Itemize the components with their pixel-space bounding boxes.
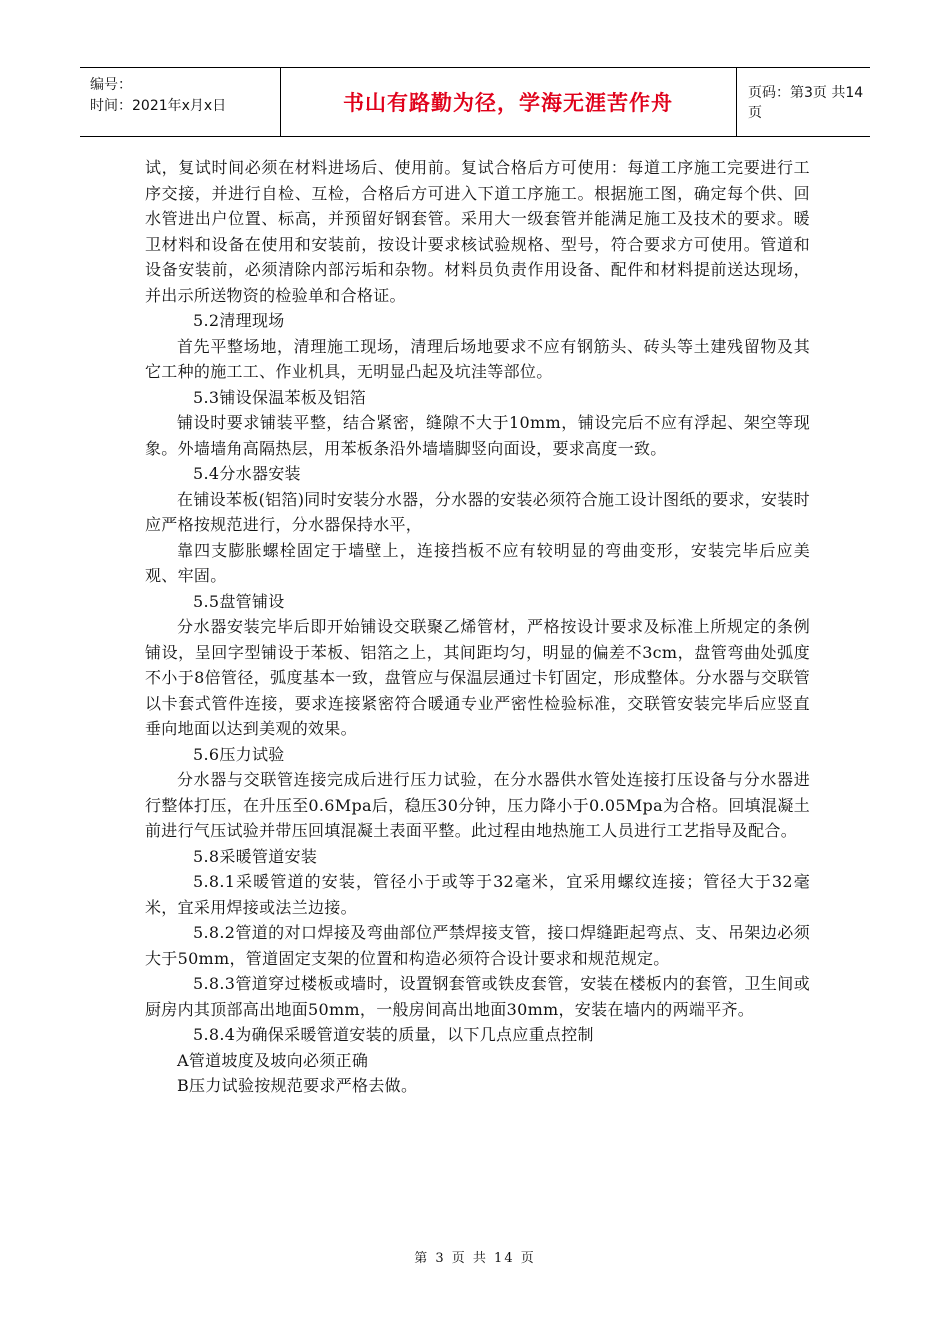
section-paragraph: 5.6压力试验 bbox=[193, 744, 285, 764]
section-paragraph: 5.2清理现场 bbox=[193, 311, 285, 330]
number-label: 编号： bbox=[90, 77, 132, 93]
section-paragraph: 5.8.2管道的对口焊接及弯曲部位严禁焊接支管，接口焊缝距起弯点、支、吊架边必须大于50mm，管道固定支架的位置和构造必须符合设计要求和规范规定。 bbox=[145, 923, 810, 968]
time-label: 时间：2021年x月x日 bbox=[90, 98, 227, 114]
document-header bbox=[80, 67, 870, 137]
body-paragraph: 铺设时要求铺装平整，结合紧密，缝隙不大于10mm，铺设完后不应有浮起、架空等现象。外墙墙角高隔热层，用苯板条沿外墙墙脚竖向面设，要求高度一致。 bbox=[145, 413, 810, 458]
body-paragraph: 分水器与交联管连接完成后进行压力试验，在分水器供水管处连接打压设备与分水器进行整体打压，在升压至0.6Mpa后，稳压30分钟，压力降小于0.05Mpa为合格。回填混凝土前进行气压试验并带压回填混凝土表面平整。此过程由地热施工人员进行工艺指导及配合。 bbox=[145, 770, 810, 840]
body-paragraph: 在铺设苯板(铝箔)同时安装分水器，分水器的安装必须符合施工设计图纸的要求，安装时应严格按规范进行，分水器保持水平， bbox=[145, 489, 810, 534]
body-paragraph: A管道坡度及坡向必须正确 bbox=[177, 1050, 369, 1070]
document-body bbox=[145, 155, 810, 1099]
body-paragraph: B压力试验按规范要求严格去做。 bbox=[177, 1076, 418, 1095]
section-paragraph: 5.8.4为确保采暖管道安装的质量，以下几点应重点控制 bbox=[193, 1025, 594, 1044]
header-motto: 书山有路勤为径，学海无涯苦作舟 bbox=[280, 68, 737, 136]
body-paragraph: 分水器安装完毕后即开始铺设交联聚乙烯管材，严格按设计要求及标准上所规定的条例铺设，呈回字型铺设于苯板、铝箔之上，其间距均匀，明显的偏差不3cm，盘管弯曲处弧度不小于8倍管径，弧度基本一致，盘管应与保温层通过卡钉固定，形成整体。分水器与交联管以卡套式管件连接，要求连接紧密符合暖通专业严密性检验标准，交联管安装完毕后应竖直垂向地面以达到美观的效果。 bbox=[145, 617, 810, 738]
section-paragraph: 5.5盘管铺设 bbox=[193, 591, 285, 611]
header-page-info: 页码：第3页 共14页 bbox=[748, 85, 864, 121]
section-paragraph: 5.8.3管道穿过楼板或墙时，设置钢套管或铁皮套管，安装在楼板内的套管，卫生间或厨房内其顶部高出地面50mm，一般房间高出地面30mm，安装在墙内的两端平齐。 bbox=[145, 974, 810, 1019]
body-paragraph: 试，复试时间必须在材料进场后、使用前。复试合格后方可使用：每道工序施工完要进行工序交接，并进行自检、互检，合格后方可进入下道工序施工。根据施工图，确定每个供、回水管进出户位置、标高，并预留好钢套管。采用大一级套管并能满足施工及技术的要求。暖卫材料和设备在使用和安装前，按设计要求核试验规格、型号，符合要求方可使用。管道和设备安装前，必须清除内部污垢和杂物。材料员负责作用设备、配件和材料提前送达现场，并出示所送物资的检验单和合格证。 bbox=[145, 158, 810, 305]
section-paragraph: 5.8采暖管道安装 bbox=[193, 846, 318, 866]
page-footer: 第 3 页 共 14 页 bbox=[414, 1251, 536, 1266]
header-info-cell bbox=[80, 68, 281, 136]
section-paragraph: 5.4分水器安装 bbox=[193, 464, 301, 483]
body-paragraph: 首先平整场地，清理施工现场，清理后场地要求不应有钢筋头、砖头等土建残留物及其它工种的施工工、作业机具，无明显凸起及坑洼等部位。 bbox=[145, 336, 810, 381]
section-paragraph: 5.8.1采暖管道的安装，管径小于或等于32毫米，宜采用螺纹连接；管径大于32毫米，宜采用焊接或法兰边接。 bbox=[145, 872, 810, 917]
section-paragraph: 5.3铺设保温苯板及铝箔 bbox=[193, 387, 367, 407]
body-paragraph: 靠四支膨胀螺栓固定于墙壁上，连接挡板不应有较明显的弯曲变形，安装完毕后应美观、牢固。 bbox=[145, 540, 810, 585]
